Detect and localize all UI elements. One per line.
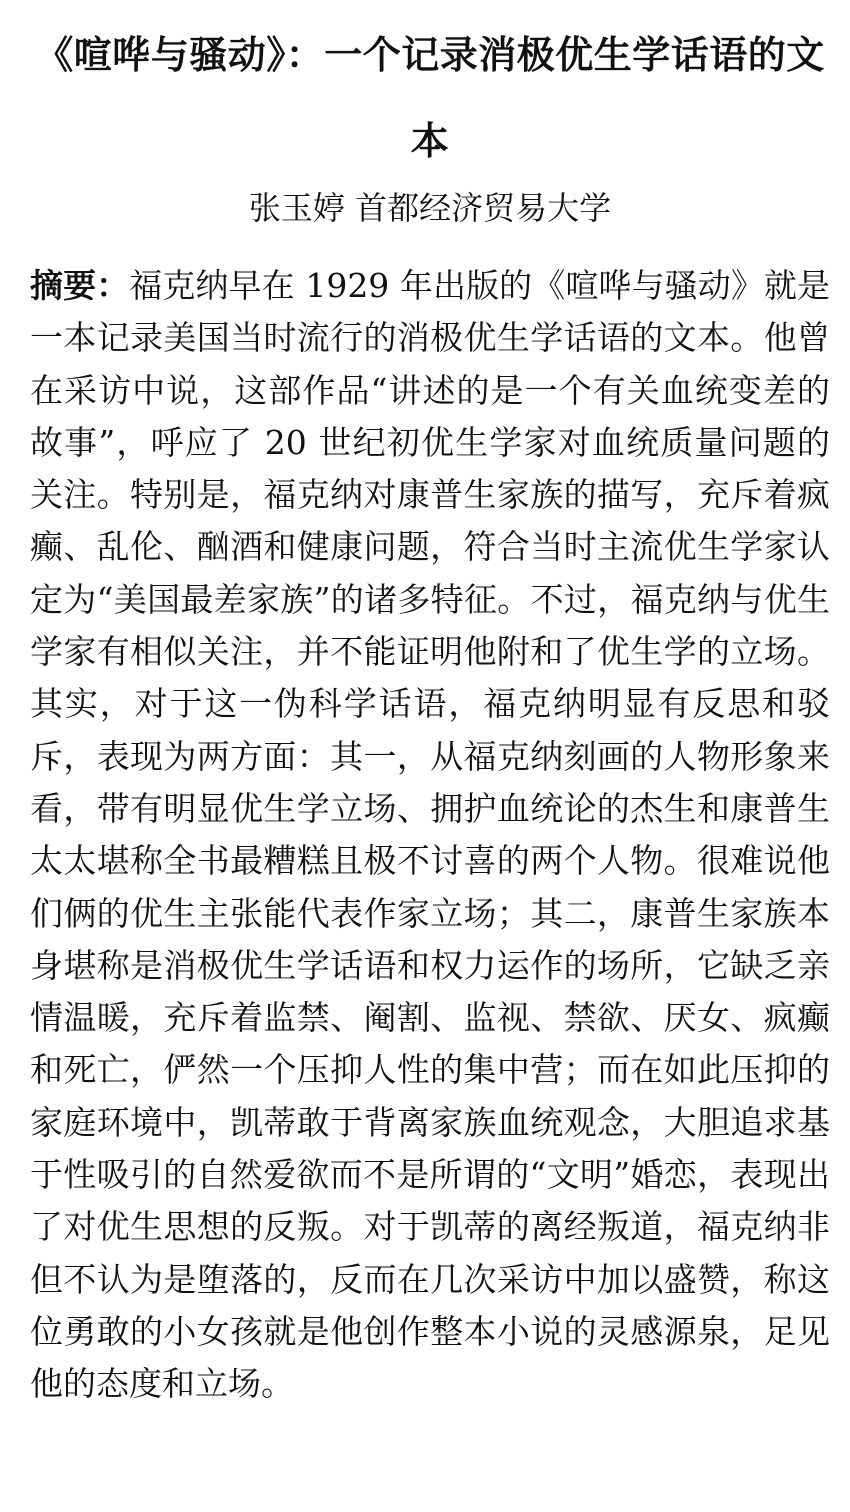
abstract-paragraph xyxy=(30,260,830,1411)
author-affiliation: 张玉婷 首都经济贸易大学 xyxy=(248,189,612,227)
abstract-label: 摘要： xyxy=(30,266,130,305)
abstract-text: 福克纳早在 1929 年出版的《喧哗与骚动》就是一本记录美国当时流行的消极优生学话语的文本。他曾在采访中说，这部作品“讲述的是一个有关血统变差的故事”，呼应了 20 世纪初优生学家对血统质量问题的关注。特别是，福克纳对康普生家族的描写，充斥着疯癫、乱伦、酗酒和健康问题，符合当时主流优生学家认定为“美国最差家族”的诸多特征。不过，福克纳与优生学家有相似关注，并不能证明他附和了优生学的立场。其实，对于这一伪科学话语，福克纳明显有反思和驳斥，表现为两方面：其一，从福克纳刻画的人物形象来看，带有明显优生学立场、拥护血统论的杰生和康普生太太堪称全书最糟糕且极不讨喜的两个人物。很难说他们俩的优生主张能代表作家立场；其二，康普生家族本身堪称是消极优生学话语和权力运作的场所，它缺乏亲情温暖，充斥着监禁、阉割、监视、禁欲、厌女、疯癫和死亡，俨然一个压抑人性的集中营；而在如此压抑的家庭环境中，凯蒂敢于背离家族血统观念，大胆追求基于性吸引的自然爱欲而不是所谓的“文明”婚恋，表现出了对优生思想的反叛。对于凯蒂的离经叛道，福克纳非但不认为是堕落的，反而在几次采访中加以盛赞，称这位勇敢的小女孩就是他创作整本小说的灵感源泉，足见他的态度和立场。 xyxy=(30,266,830,1404)
article-title: 《喧哗与骚动》：一个记录消极优生学话语的文本 xyxy=(35,33,825,163)
